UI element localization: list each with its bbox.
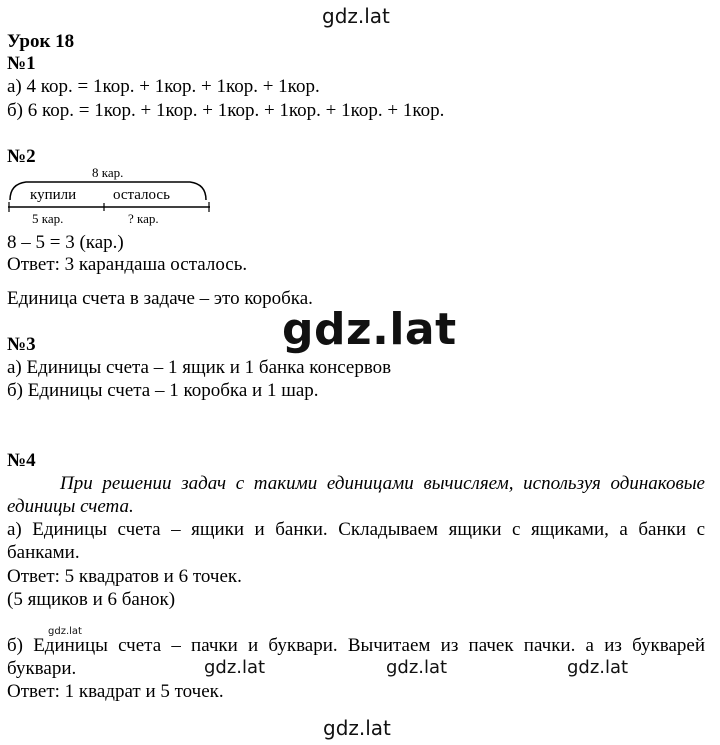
task4-intro-line2: единицы счета. xyxy=(7,496,134,517)
task3-line-a: а) Единицы счета – 1 ящик и 1 банка консервов xyxy=(7,357,392,378)
watermark-center: gdz.lat xyxy=(282,304,457,355)
task3-number: №3 xyxy=(7,334,36,355)
task4-number: №4 xyxy=(7,450,36,471)
task4-a-answer: Ответ: 5 квадратов и 6 точек. xyxy=(7,566,242,587)
watermark-row-3: gdz.lat xyxy=(567,657,629,678)
task4-a-line1: а) Единицы счета – ящики и банки. Складываем ящики с ящиками, а банки с xyxy=(7,519,705,540)
diagram-bought-value: 5 кар. xyxy=(32,211,64,226)
watermark-row-2: gdz.lat xyxy=(386,657,448,678)
task1-number: №1 xyxy=(7,53,36,74)
task1-line-a: а) 4 кор. = 1кор. + 1кор. + 1кор. + 1кор. xyxy=(7,76,320,97)
watermark-small-tag: gdz.lat xyxy=(48,626,82,637)
lesson-title: Урок 18 xyxy=(7,31,75,52)
task4-intro-line1: При решении задач с такими единицами вычисляем, используя одинаковые xyxy=(60,473,705,494)
task2-answer: Ответ: 3 карандаша осталось. xyxy=(7,254,248,275)
watermark-bottom: gdz.lat xyxy=(323,716,391,740)
diagram-bought-label: купили xyxy=(30,187,77,203)
segment-diagram xyxy=(0,162,220,230)
task2-number: №2 xyxy=(7,146,36,167)
task4-b-line1: б) Единицы счета – пачки и буквари. Вычитаем из пачек пачки. а из букварей xyxy=(7,635,705,656)
task4-a-line2: банками. xyxy=(7,542,80,563)
diagram-total-label: 8 кар. xyxy=(92,165,124,180)
diagram-left-label: осталось xyxy=(113,187,170,203)
task4-b-answer: Ответ: 1 квадрат и 5 точек. xyxy=(7,681,224,702)
task2-unit-note: Единица счета в задаче – это коробка. xyxy=(7,288,313,309)
task3-line-b: б) Единицы счета – 1 коробка и 1 шар. xyxy=(7,380,319,401)
task2-solution: 8 – 5 = 3 (кар.) xyxy=(7,232,124,253)
diagram-left-value: ? кар. xyxy=(128,211,159,226)
watermark-row-1: gdz.lat xyxy=(204,657,266,678)
task4-b-line2: буквари. xyxy=(7,658,77,679)
task4-a-note: (5 ящиков и 6 банок) xyxy=(7,589,176,610)
watermark-top: gdz.lat xyxy=(322,4,390,28)
task1-line-b: б) 6 кор. = 1кор. + 1кор. + 1кор. + 1кор. + 1кор. + 1кор. xyxy=(7,100,445,121)
